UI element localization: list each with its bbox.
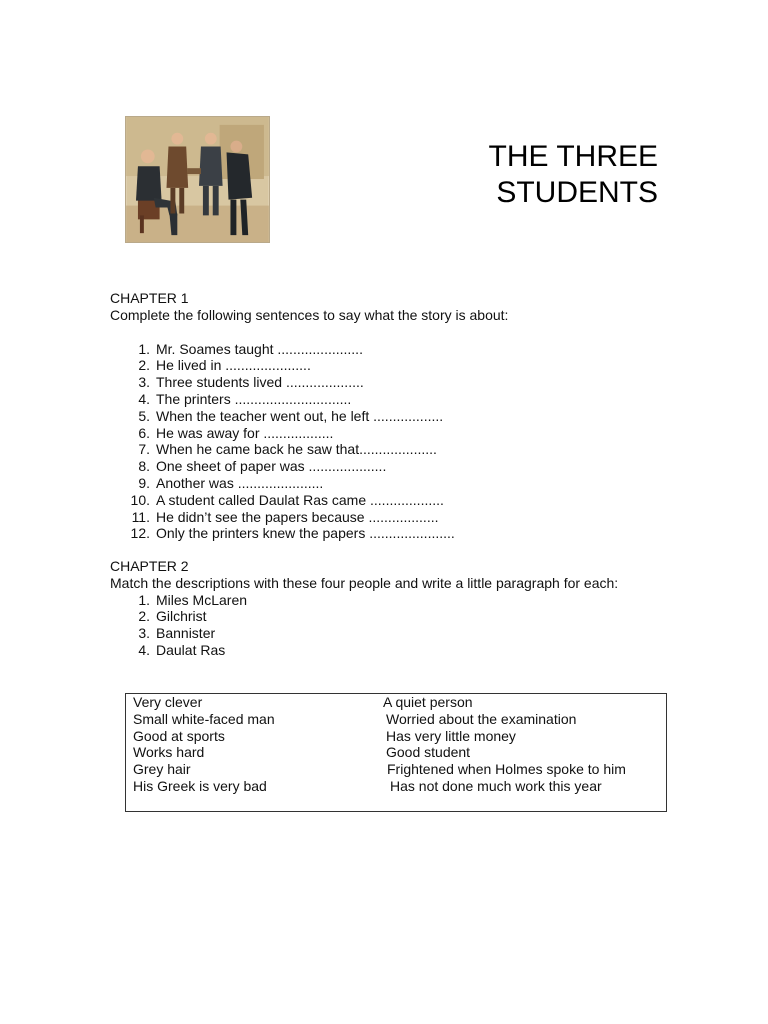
table-row: [133, 694, 666, 711]
list-item-number: 10.: [130, 491, 150, 508]
page-title-line-2: STUDENTS: [496, 176, 658, 209]
table-row: [133, 728, 666, 745]
chapter-2-section: [110, 558, 670, 659]
list-item-number: 9.: [138, 474, 150, 491]
list-item: [110, 509, 670, 526]
chapter-2-people-list: [110, 592, 670, 659]
list-item-text: He didn’t see the papers because ..................: [156, 508, 439, 525]
description-right: A quiet person: [383, 694, 473, 710]
list-item: [110, 525, 670, 542]
list-item-number: 11.: [131, 508, 150, 525]
table-row: [133, 761, 666, 778]
description-right: Frightened when Holmes spoke to him: [387, 761, 626, 778]
description-left: His Greek is very bad: [133, 777, 267, 794]
chapter-1-section: [110, 290, 670, 542]
list-item: [110, 642, 670, 659]
list-item: [110, 357, 670, 374]
list-item: [110, 475, 670, 492]
list-item: [110, 492, 670, 509]
table-row: [133, 744, 666, 761]
list-item-text: Three students lived ....................: [156, 374, 364, 391]
table-row: [133, 711, 666, 728]
story-illustration: [125, 116, 270, 243]
description-left: Good at sports: [133, 727, 225, 744]
list-item-number: 4.: [138, 641, 150, 658]
descriptions-box: [125, 693, 667, 812]
list-item-number: 7.: [138, 441, 150, 458]
list-item-number: 4.: [138, 390, 150, 407]
description-left: Small white-faced man: [133, 710, 275, 727]
list-item-text: Daulat Ras: [156, 641, 226, 658]
list-item-text: Miles McLaren: [156, 591, 248, 608]
list-item: [110, 608, 670, 625]
list-item: [110, 425, 670, 442]
list-item-text: One sheet of paper was ....................: [156, 458, 387, 475]
list-item: [110, 592, 670, 609]
story-illustration-drawing: [126, 117, 269, 242]
list-item-text: Another was ......................: [156, 474, 324, 491]
chapter-1-heading: CHAPTER 1: [110, 290, 189, 306]
description-left: Very clever: [133, 694, 203, 710]
list-item-text: He was away for ..................: [156, 424, 334, 441]
description-right: Has not done much work this year: [390, 777, 602, 794]
list-item-text: Mr. Soames taught ......................: [156, 340, 363, 357]
list-item-text: Gilchrist: [156, 608, 207, 625]
list-item-number: 3.: [138, 625, 150, 642]
list-item: [110, 408, 670, 425]
page-title-line-1: THE THREE: [488, 140, 658, 173]
list-item-text: Bannister: [156, 625, 216, 642]
list-item: [110, 625, 670, 642]
list-item: [110, 441, 670, 458]
list-item-text: The printers ..............................: [156, 390, 352, 407]
description-left: Works hard: [133, 744, 205, 761]
table-row: [133, 778, 666, 795]
list-item-number: 3.: [138, 374, 150, 391]
description-right: Worried about the examination: [386, 710, 577, 727]
chapter-2-heading: CHAPTER 2: [110, 558, 189, 574]
list-item-text: When he came back he saw that....................: [156, 441, 437, 458]
list-item-number: 5.: [138, 407, 150, 424]
chapter-2-instruction: Match the descriptions with these four people and write a little paragraph for each:: [110, 574, 619, 591]
list-item-text: When the teacher went out, he left ..................: [156, 407, 444, 424]
list-item-number: 6.: [138, 424, 150, 441]
list-item-text: A student called Daulat Ras came ...................: [156, 491, 444, 508]
chapter-1-instruction: Complete the following sentences to say what the story is about:: [110, 306, 509, 323]
list-item: [110, 341, 670, 358]
list-item-number: 1.: [138, 591, 150, 608]
description-right: Good student: [386, 744, 471, 761]
chapter-1-sentence-list: [110, 341, 670, 543]
list-item-text: Only the printers knew the papers ......................: [156, 525, 455, 542]
description-left: Grey hair: [133, 761, 191, 778]
page-title: [420, 139, 658, 211]
list-item: [110, 458, 670, 475]
list-item-number: 1.: [138, 340, 150, 357]
list-item: [110, 391, 670, 408]
description-right: Has very little money: [386, 727, 516, 744]
list-item-number: 2.: [138, 357, 150, 374]
list-item-number: 12.: [130, 525, 150, 542]
list-item-number: 8.: [138, 458, 150, 475]
list-item-text: He lived in ......................: [156, 357, 311, 374]
list-item-number: 2.: [138, 608, 150, 625]
list-item: [110, 374, 670, 391]
